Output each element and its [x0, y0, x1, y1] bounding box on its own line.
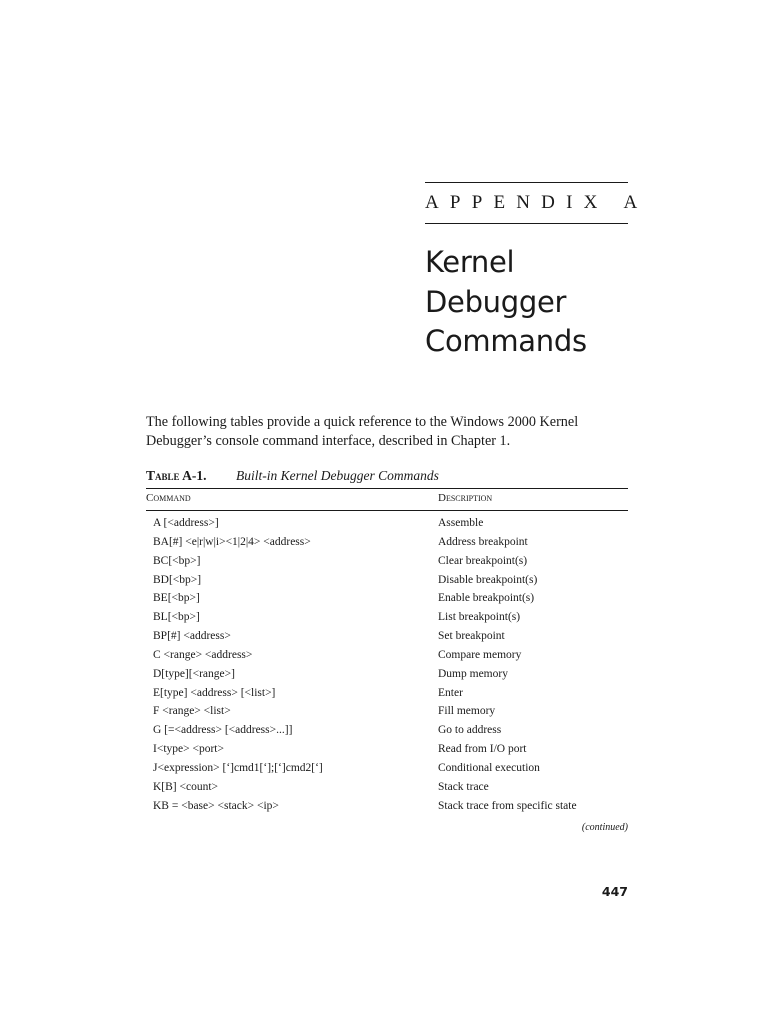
table-header-rule — [146, 510, 628, 511]
cell-command: J<expression> [‘]cmd1[‘];[‘]cmd2[‘] — [153, 761, 323, 774]
cell-description: Fill memory — [438, 705, 496, 718]
table-row — [146, 552, 628, 571]
cell-description: Go to address — [438, 724, 502, 737]
cell-command: K[B] <count> — [153, 780, 219, 793]
intro-paragraph: The following tables provide a quick reference to the Windows 2000 Kernel Debugger’s console command interface, described in Chapter 1. — [146, 414, 579, 449]
table-row — [146, 589, 628, 608]
chapter-title-line: Debugger — [425, 284, 567, 319]
cell-command: BE[<bp>] — [153, 592, 200, 605]
table-row — [146, 533, 628, 552]
appendix-label: APPENDIX A — [425, 192, 649, 213]
table-top-rule — [146, 488, 628, 489]
header-command: Command — [146, 492, 191, 504]
cell-description: Read from I/O port — [438, 743, 527, 756]
cell-command: E[type] <address> [<list>] — [153, 686, 276, 699]
page-number: 447 — [601, 884, 628, 899]
header-description: Description — [438, 492, 493, 504]
table-row — [146, 684, 628, 703]
table-row — [146, 702, 628, 721]
chapter-title-line: Commands — [425, 324, 587, 358]
cell-description: Stack trace from specific state — [438, 799, 577, 812]
chapter-title — [425, 243, 725, 362]
table-row — [146, 514, 628, 533]
table-body — [146, 514, 628, 816]
table-row — [146, 778, 628, 797]
cell-command: BA[#] <e|r|w|i><1|2|4> <address> — [153, 535, 311, 548]
table-row — [146, 646, 628, 665]
table-row — [146, 571, 628, 590]
cell-description: Compare memory — [438, 648, 522, 661]
cell-description: Set breakpoint — [438, 630, 505, 643]
continued-note: (continued) — [581, 822, 628, 833]
table-row — [146, 665, 628, 684]
table-row — [146, 797, 628, 816]
table-number: Table A-1. — [146, 468, 207, 483]
cell-command: I<type> <port> — [153, 743, 224, 756]
cell-description: Enter — [438, 686, 463, 699]
cell-description: Dump memory — [438, 667, 508, 680]
cell-description: Address breakpoint — [438, 535, 528, 548]
table-row — [146, 740, 628, 759]
cell-command: BD[<bp>] — [153, 573, 202, 586]
cell-command: A [<address>] — [153, 517, 219, 529]
table-row — [146, 608, 628, 627]
cell-command: D[type][<range>] — [153, 667, 235, 680]
cell-description: List breakpoint(s) — [438, 611, 521, 624]
cell-command: BC[<bp>] — [153, 554, 201, 567]
cell-command: G [=<address> [<address>...]] — [153, 724, 293, 737]
cell-description: Stack trace — [438, 780, 489, 793]
table-caption — [146, 468, 628, 484]
cell-command: KB = <base> <stack> <ip> — [153, 799, 279, 812]
cell-description: Enable breakpoint(s) — [438, 592, 535, 605]
cell-description: Clear breakpoint(s) — [438, 554, 528, 567]
table-row — [146, 627, 628, 646]
cell-command: C <range> <address> — [153, 648, 253, 661]
cell-command: F <range> <list> — [153, 705, 231, 718]
cell-command: BL[<bp>] — [153, 611, 200, 624]
cell-command: BP[#] <address> — [153, 630, 231, 643]
table-row — [146, 759, 628, 778]
cell-description: Assemble — [438, 517, 484, 529]
table-header-row — [146, 492, 628, 508]
appendix-bottom-rule — [425, 223, 628, 224]
chapter-title-line: Kernel — [425, 245, 515, 279]
table-title: Built-in Kernel Debugger Commands — [236, 468, 439, 483]
cell-description: Conditional execution — [438, 761, 540, 774]
table-row — [146, 721, 628, 740]
appendix-header — [425, 182, 649, 224]
cell-description: Disable breakpoint(s) — [438, 573, 538, 586]
